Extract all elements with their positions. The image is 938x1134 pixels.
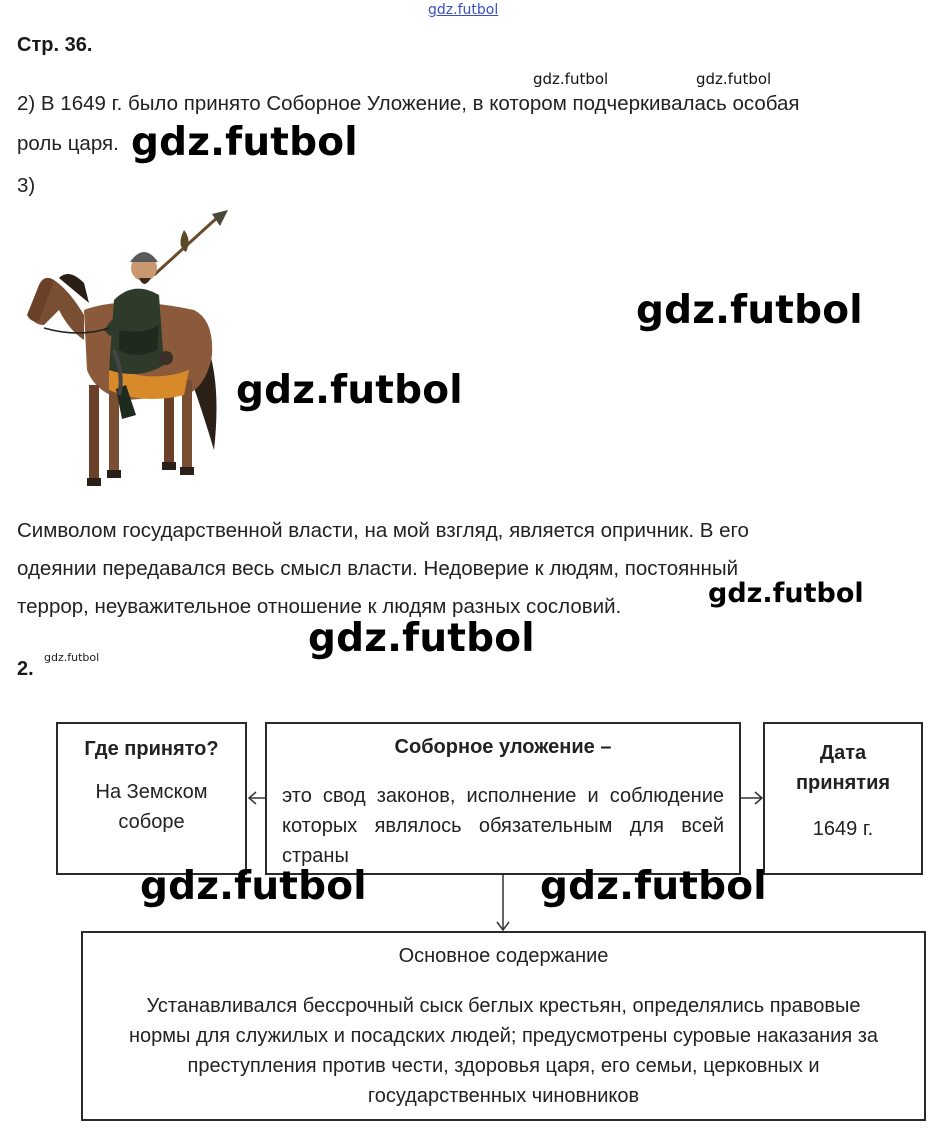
item-3-label: 3) [17, 174, 36, 197]
where-adopted-box [56, 722, 247, 875]
watermark-big-1: gdz.futbol [131, 120, 358, 165]
paragraph-line-2: одеянии передавался весь смысл власти. Недоверие к людям, постоянный [17, 557, 739, 580]
where-adopted-text: На Земском соборе [95, 781, 208, 833]
main-content-text: Устанавливался бессрочный сыск беглых крестьян, определялись правовые нормы для служилых и посадских людей; предусмотрены суровые наказания за преступления против чести, здоровья царя, его семьи, церковных и государственных чиновников [128, 995, 879, 1107]
watermark-big-4: gdz.futbol [308, 616, 535, 661]
definition-title: Соборное уложение – [394, 736, 612, 758]
watermark-big-2: gdz.futbol [636, 288, 863, 333]
adoption-date-box [763, 722, 923, 875]
adoption-date-title: Дата принятия [795, 742, 891, 794]
sobornoe-ulozhenie-box [265, 722, 741, 875]
watermark-top[interactable]: gdz.futbol [428, 2, 499, 18]
watermark-mid-1: gdz.futbol [708, 578, 864, 609]
adoption-date-text: 1649 г. [812, 818, 874, 840]
task-2-label: 2. [17, 658, 34, 680]
watermark-big-5: gdz.futbol [140, 864, 367, 909]
definition-text: это свод законов, исполнение и соблюдение которых являлось обязательным для всей страны [282, 785, 724, 867]
watermark-big-6: gdz.futbol [540, 864, 767, 909]
item-2-text: 2) В 1649 г. было принято Соборное Уложение, в котором подчеркивалась особая [17, 92, 800, 115]
main-content-box [81, 931, 926, 1121]
main-content-title: Основное содержание [398, 945, 609, 967]
paragraph-line-3: террор, неуважительное отношение к людям разных сословий. [17, 595, 622, 618]
paragraph-line-1: Символом государственной власти, на мой взгляд, является опричник. В его [17, 519, 749, 542]
watermark-small-2: gdz.futbol [696, 70, 772, 88]
where-adopted-title: Где принято? [84, 738, 219, 760]
page-heading: Стр. 36. [17, 34, 93, 56]
watermark-small-1: gdz.futbol [533, 70, 609, 88]
item-2-continuation: роль царя. [17, 132, 119, 155]
watermark-tiny: gdz.futbol [44, 651, 100, 664]
watermark-big-3: gdz.futbol [236, 368, 463, 413]
